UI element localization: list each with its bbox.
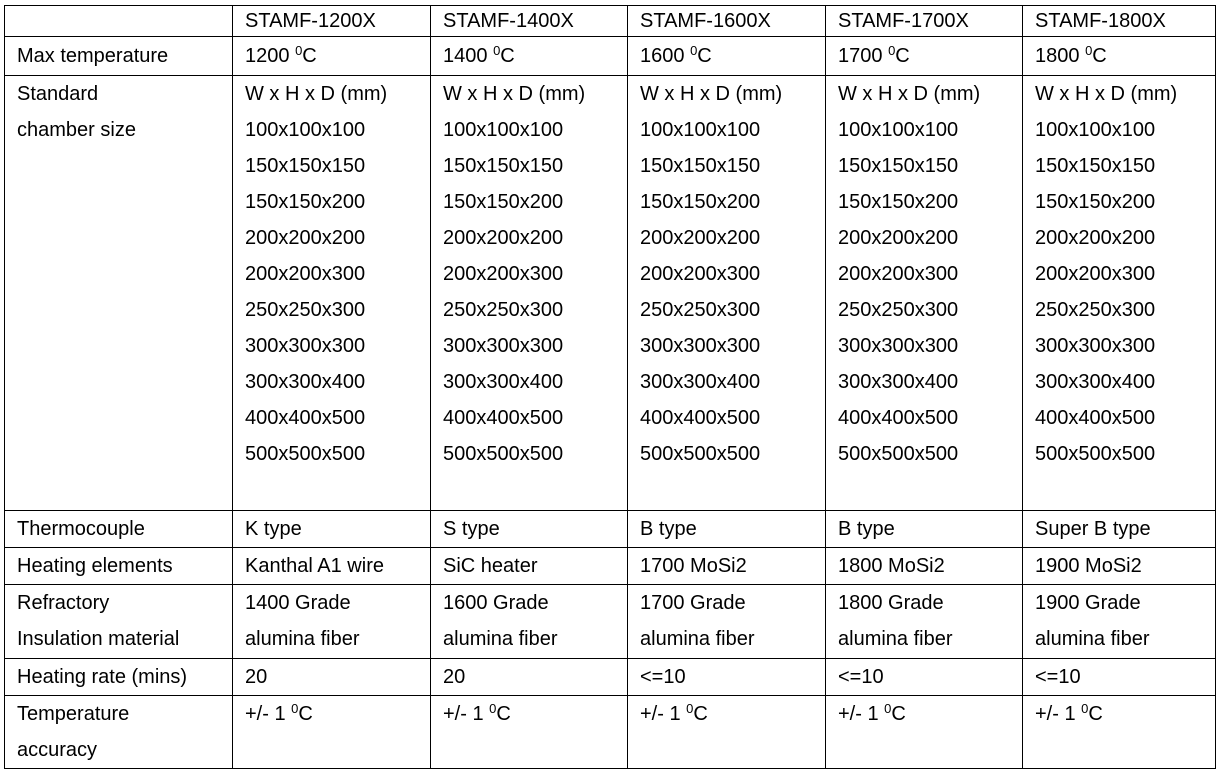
chamber-size-value: 200x200x300 — [443, 263, 564, 285]
chamber-size-value: 300x300x400 — [838, 371, 959, 393]
heating-elements-cell: Kanthal A1 wire — [233, 548, 431, 585]
thermocouple-cell: K type — [233, 511, 431, 548]
chamber-size-value: 100x100x100 — [1035, 119, 1156, 141]
header-blank-cell — [5, 6, 233, 37]
chamber-size-value: 100x100x100 — [838, 119, 959, 141]
chamber-size-value: 250x250x300 — [640, 299, 761, 321]
accuracy-value: +/- 1 — [1035, 703, 1076, 725]
celsius-unit: C — [697, 45, 712, 67]
chamber-size-value: 400x400x500 — [838, 407, 959, 429]
chamber-size-value: 300x300x400 — [640, 371, 761, 393]
accuracy-value: +/- 1 — [245, 703, 286, 725]
refractory-grade: 1600 Grade — [443, 592, 549, 614]
max-temperature-value: 1400 — [443, 45, 488, 67]
chamber-size-cell — [1023, 76, 1216, 511]
row-label-line: accuracy — [17, 739, 98, 761]
refractory-grade: 1400 Grade — [245, 592, 351, 614]
chamber-size-header: W x H x D (mm) — [640, 83, 783, 105]
chamber-size-value: 150x150x200 — [640, 191, 761, 213]
refractory-row — [5, 585, 1216, 659]
celsius-unit: C — [298, 703, 313, 725]
temperature-accuracy-cell — [1023, 696, 1216, 769]
chamber-size-value: 200x200x300 — [1035, 263, 1156, 285]
chamber-size-cell — [431, 76, 628, 511]
heating-elements-row — [5, 548, 1216, 585]
thermocouple-row — [5, 511, 1216, 548]
celsius-unit: C — [895, 45, 910, 67]
chamber-size-value: 150x150x200 — [245, 191, 366, 213]
chamber-size-value: 300x300x400 — [1035, 371, 1156, 393]
accuracy-value: +/- 1 — [640, 703, 681, 725]
row-label-line: chamber size — [17, 119, 136, 141]
chamber-size-header: W x H x D (mm) — [1035, 83, 1178, 105]
chamber-size-value: 200x200x200 — [838, 227, 959, 249]
chamber-size-value: 150x150x150 — [1035, 155, 1156, 177]
chamber-size-value: 150x150x150 — [640, 155, 761, 177]
header-cell-stamf-1600x: STAMF-1600X — [628, 6, 826, 37]
chamber-size-header: W x H x D (mm) — [443, 83, 586, 105]
row-label-chamber-size — [5, 76, 233, 511]
celsius-unit: C — [302, 45, 317, 67]
chamber-size-value: 200x200x300 — [640, 263, 761, 285]
refractory-cell — [1023, 585, 1216, 659]
degree-sup: 0 — [1085, 43, 1093, 58]
refractory-grade: 1800 Grade — [838, 592, 944, 614]
refractory-material: alumina fiber — [245, 628, 360, 650]
row-label-heating-rate: Heating rate (mins) — [5, 659, 233, 696]
thermocouple-cell: S type — [431, 511, 628, 548]
degree-sup: 0 — [884, 701, 892, 716]
celsius-unit: C — [1092, 45, 1107, 67]
heating-rate-row — [5, 659, 1216, 696]
refractory-cell — [628, 585, 826, 659]
chamber-size-value: 200x200x200 — [245, 227, 366, 249]
chamber-size-header: W x H x D (mm) — [838, 83, 981, 105]
row-label-temperature-accuracy — [5, 696, 233, 769]
row-label-refractory — [5, 585, 233, 659]
chamber-size-value: 400x400x500 — [245, 407, 366, 429]
chamber-size-value: 100x100x100 — [443, 119, 564, 141]
chamber-size-value: 150x150x150 — [443, 155, 564, 177]
spec-table — [4, 5, 1216, 769]
heating-elements-cell: 1900 MoSi2 — [1023, 548, 1216, 585]
row-label-thermocouple: Thermocouple — [5, 511, 233, 548]
chamber-size-value: 300x300x300 — [640, 335, 761, 357]
chamber-size-value: 250x250x300 — [443, 299, 564, 321]
chamber-size-value: 500x500x500 — [838, 443, 959, 465]
heating-rate-cell: 20 — [431, 659, 628, 696]
chamber-size-value: 500x500x500 — [245, 443, 366, 465]
chamber-size-value: 200x200x200 — [443, 227, 564, 249]
thermocouple-cell: B type — [826, 511, 1023, 548]
chamber-size-value: 400x400x500 — [640, 407, 761, 429]
chamber-size-value: 150x150x150 — [838, 155, 959, 177]
temperature-accuracy-cell — [233, 696, 431, 769]
degree-sup: 0 — [489, 701, 497, 716]
celsius-unit: C — [496, 703, 511, 725]
refractory-cell — [826, 585, 1023, 659]
degree-sup: 0 — [493, 43, 501, 58]
row-label-line: Standard — [17, 83, 99, 105]
chamber-size-value: 250x250x300 — [838, 299, 959, 321]
row-label-line: Insulation material — [17, 628, 180, 650]
header-cell-stamf-1800x: STAMF-1800X — [1023, 6, 1216, 37]
chamber-size-value: 300x300x300 — [245, 335, 366, 357]
chamber-size-value: 300x300x300 — [838, 335, 959, 357]
refractory-cell — [431, 585, 628, 659]
temperature-accuracy-row — [5, 696, 1216, 769]
temperature-accuracy-cell — [826, 696, 1023, 769]
degree-sup: 0 — [295, 43, 303, 58]
degree-sup: 0 — [1081, 701, 1089, 716]
chamber-size-row — [5, 76, 1216, 511]
thermocouple-cell: Super B type — [1023, 511, 1216, 548]
chamber-size-value: 500x500x500 — [640, 443, 761, 465]
chamber-size-value: 150x150x200 — [1035, 191, 1156, 213]
max-temperature-cell — [431, 37, 628, 76]
chamber-size-cell — [233, 76, 431, 511]
refractory-grade: 1900 Grade — [1035, 592, 1141, 614]
heating-rate-cell: <=10 — [826, 659, 1023, 696]
max-temperature-value: 1700 — [838, 45, 883, 67]
header-cell-stamf-1700x: STAMF-1700X — [826, 6, 1023, 37]
heating-rate-cell: 20 — [233, 659, 431, 696]
max-temperature-cell — [628, 37, 826, 76]
degree-sup: 0 — [291, 701, 299, 716]
degree-sup: 0 — [690, 43, 698, 58]
temperature-accuracy-cell — [431, 696, 628, 769]
thermocouple-cell: B type — [628, 511, 826, 548]
chamber-size-value: 300x300x400 — [245, 371, 366, 393]
max-temperature-value: 1600 — [640, 45, 685, 67]
chamber-size-value: 300x300x400 — [443, 371, 564, 393]
heating-elements-cell: 1800 MoSi2 — [826, 548, 1023, 585]
refractory-material: alumina fiber — [640, 628, 755, 650]
row-label-line: Temperature — [17, 703, 130, 725]
chamber-size-value: 300x300x300 — [1035, 335, 1156, 357]
degree-sup: 0 — [888, 43, 896, 58]
refractory-material: alumina fiber — [1035, 628, 1150, 650]
degree-sup: 0 — [686, 701, 694, 716]
chamber-size-value: 150x150x200 — [443, 191, 564, 213]
chamber-size-cell — [628, 76, 826, 511]
refractory-material: alumina fiber — [443, 628, 558, 650]
refractory-cell — [233, 585, 431, 659]
max-temperature-cell — [233, 37, 431, 76]
chamber-size-value: 200x200x200 — [1035, 227, 1156, 249]
accuracy-value: +/- 1 — [838, 703, 879, 725]
chamber-size-value: 250x250x300 — [1035, 299, 1156, 321]
max-temperature-cell — [1023, 37, 1216, 76]
chamber-size-value: 500x500x500 — [443, 443, 564, 465]
heating-elements-cell: SiC heater — [431, 548, 628, 585]
chamber-size-value: 150x150x150 — [245, 155, 366, 177]
max-temperature-value: 1800 — [1035, 45, 1080, 67]
celsius-unit: C — [1088, 703, 1103, 725]
celsius-unit: C — [693, 703, 708, 725]
chamber-size-value: 250x250x300 — [245, 299, 366, 321]
celsius-unit: C — [500, 45, 515, 67]
celsius-unit: C — [891, 703, 906, 725]
chamber-size-value: 400x400x500 — [1035, 407, 1156, 429]
row-label-max-temperature: Max temperature — [5, 37, 233, 76]
chamber-size-value: 200x200x300 — [838, 263, 959, 285]
chamber-size-value: 400x400x500 — [443, 407, 564, 429]
accuracy-value: +/- 1 — [443, 703, 484, 725]
chamber-size-cell — [826, 76, 1023, 511]
max-temperature-value: 1200 — [245, 45, 290, 67]
temperature-accuracy-cell — [628, 696, 826, 769]
heating-rate-cell: <=10 — [1023, 659, 1216, 696]
header-row — [5, 6, 1216, 37]
chamber-size-value: 300x300x300 — [443, 335, 564, 357]
chamber-size-value: 200x200x300 — [245, 263, 366, 285]
refractory-material: alumina fiber — [838, 628, 953, 650]
heating-elements-cell: 1700 MoSi2 — [628, 548, 826, 585]
chamber-size-value: 200x200x200 — [640, 227, 761, 249]
chamber-size-value: 100x100x100 — [245, 119, 366, 141]
max-temperature-row — [5, 37, 1216, 76]
row-label-heating-elements: Heating elements — [5, 548, 233, 585]
row-label-line: Refractory — [17, 592, 110, 614]
chamber-size-value: 150x150x200 — [838, 191, 959, 213]
max-temperature-cell — [826, 37, 1023, 76]
header-cell-stamf-1200x: STAMF-1200X — [233, 6, 431, 37]
chamber-size-value: 500x500x500 — [1035, 443, 1156, 465]
chamber-size-header: W x H x D (mm) — [245, 83, 388, 105]
chamber-size-value: 100x100x100 — [640, 119, 761, 141]
heating-rate-cell: <=10 — [628, 659, 826, 696]
header-cell-stamf-1400x: STAMF-1400X — [431, 6, 628, 37]
refractory-grade: 1700 Grade — [640, 592, 746, 614]
